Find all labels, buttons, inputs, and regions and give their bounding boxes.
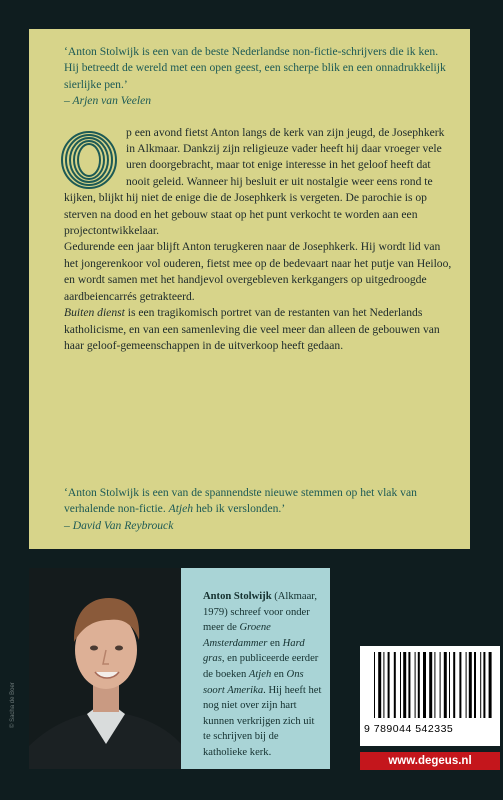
barcode <box>360 646 500 746</box>
blurb-paragraph-2: Gedurende een jaar blijft Anton terugkeren naar de Josephkerk. Hij wordt lid van het jongerenkoor vol ouderen, fietst mee op de bedevaart naar het putje van Heiloo, en wordt samen met het handjevol overgebleven kerkgangers op uitgedroogde aardbeiencarrés getrakteerd. <box>64 240 452 303</box>
quote-author: – David Van Reybrouck <box>64 518 174 532</box>
bio-text: . Hij heeft het nog niet over zijn hart kunnen verkrijgen zich uit te schrijven bij de katholieke kerk. <box>203 684 322 758</box>
endorsement-quote-bottom <box>64 485 454 534</box>
blurb-text: is een tragikomisch portret van de restanten van het Nederlands katholicisme, en van een samenleving die veel meer dan alleen de gebouwen van haar geloof-gemeenschappen in de uitverkoop heeft gedaan. <box>64 306 440 352</box>
book-title: Buiten dienst <box>64 306 125 320</box>
quote-text: heb ik verslonden.’ <box>193 502 286 516</box>
author-bio <box>181 568 330 769</box>
blurb-panel <box>29 29 470 549</box>
publisher-url: www.degeus.nl <box>360 752 500 770</box>
bio-text: , en publiceerde eerder de boeken <box>203 653 319 680</box>
bio-title: Hard gras <box>203 637 305 665</box>
endorsement-quote-top <box>64 44 454 110</box>
bio-text: en <box>271 668 287 680</box>
bio-title: Groene Amsterdammer <box>203 622 271 649</box>
quote-book-title: Atjeh <box>168 502 194 516</box>
quote-text: ‘Anton Stolwijk is een van de beste Nederlandse non-fictie-schrijvers die ik ken. Hij betreedt de wereld met een open geest, een scherpe blik en een onnadrukkelijk sierlijke pen.’ <box>64 45 446 91</box>
blurb-text: p een avond fietst Anton langs de kerk van zijn jeugd, de Josephkerk in Alkmaar. Dankzij zijn religieuze vader heeft hij daar vroeger vele uren doorgebracht, maar tot enige interesse in het geloof heeft dat nooit geleid. Wanneer hij besluit er uit nostalgie weer eens rond te kijken, blijkt hij niet de enige die de Josephkerk is vergeten. De parochie is op sterven na dood en het gebouw staat op het punt verkocht te worden aan een projectontwikkelaar. <box>64 125 445 238</box>
isbn-number: 9 789044 542335 <box>364 723 454 735</box>
barcode-bars-icon <box>360 646 500 722</box>
photo-credit: © Sacha de Boer <box>10 682 16 728</box>
bio-title: Ons soort Amerika <box>203 668 304 696</box>
author-name: Anton Stolwijk <box>203 591 272 602</box>
dropcap-letter-o-icon <box>60 131 118 189</box>
quote-author: – Arjen van Veelen <box>64 94 152 108</box>
quote-text: ‘Anton Stolwijk is een van de spannendste nieuwe stemmen op het vlak van verhalende non-fictie. <box>64 486 417 516</box>
blurb-paragraph-3 <box>64 305 454 354</box>
bio-title: Atjeh <box>248 668 272 680</box>
author-portrait <box>29 568 181 769</box>
bio-text: en <box>267 637 283 649</box>
bio-text: (Alkmaar, 1979) schreef voor onder meer de <box>203 591 318 634</box>
blurb-paragraph-1 <box>64 125 454 240</box>
